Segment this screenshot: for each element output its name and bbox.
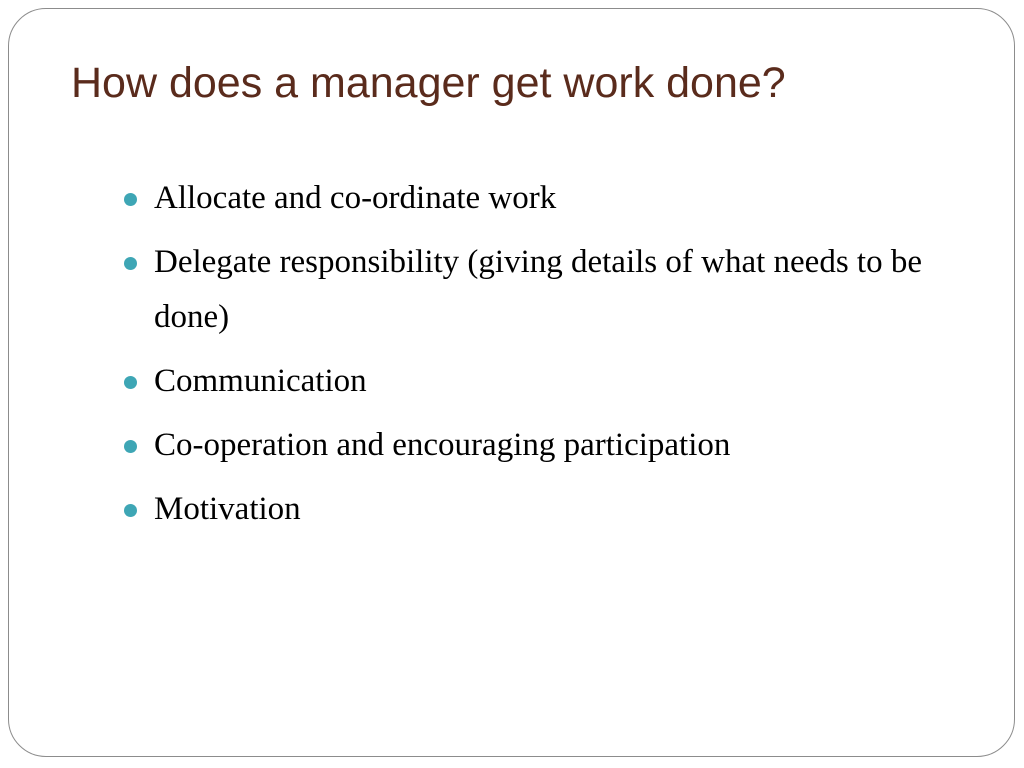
slide-title: How does a manager get work done? xyxy=(71,59,786,107)
bullet-text: Delegate responsibility (giving details of what needs to be done) xyxy=(154,244,922,335)
bullet-item-communication xyxy=(124,354,924,409)
bullet-text: Communication xyxy=(154,363,367,399)
bullet-text: Allocate and co-ordinate work xyxy=(154,180,557,216)
bullet-item-delegate xyxy=(124,235,924,345)
bullet-icon xyxy=(124,440,137,453)
bullet-icon xyxy=(124,193,137,206)
bullet-text: Motivation xyxy=(154,491,301,527)
bullet-item-allocate xyxy=(124,171,924,226)
bullet-item-motivation xyxy=(124,482,924,537)
bullet-list xyxy=(124,171,924,546)
bullet-icon xyxy=(124,257,137,270)
bullet-icon xyxy=(124,376,137,389)
bullet-text: Co-operation and encouraging participation xyxy=(154,427,731,463)
bullet-item-cooperation xyxy=(124,418,924,473)
bullet-icon xyxy=(124,504,137,517)
slide-frame xyxy=(8,8,1015,757)
